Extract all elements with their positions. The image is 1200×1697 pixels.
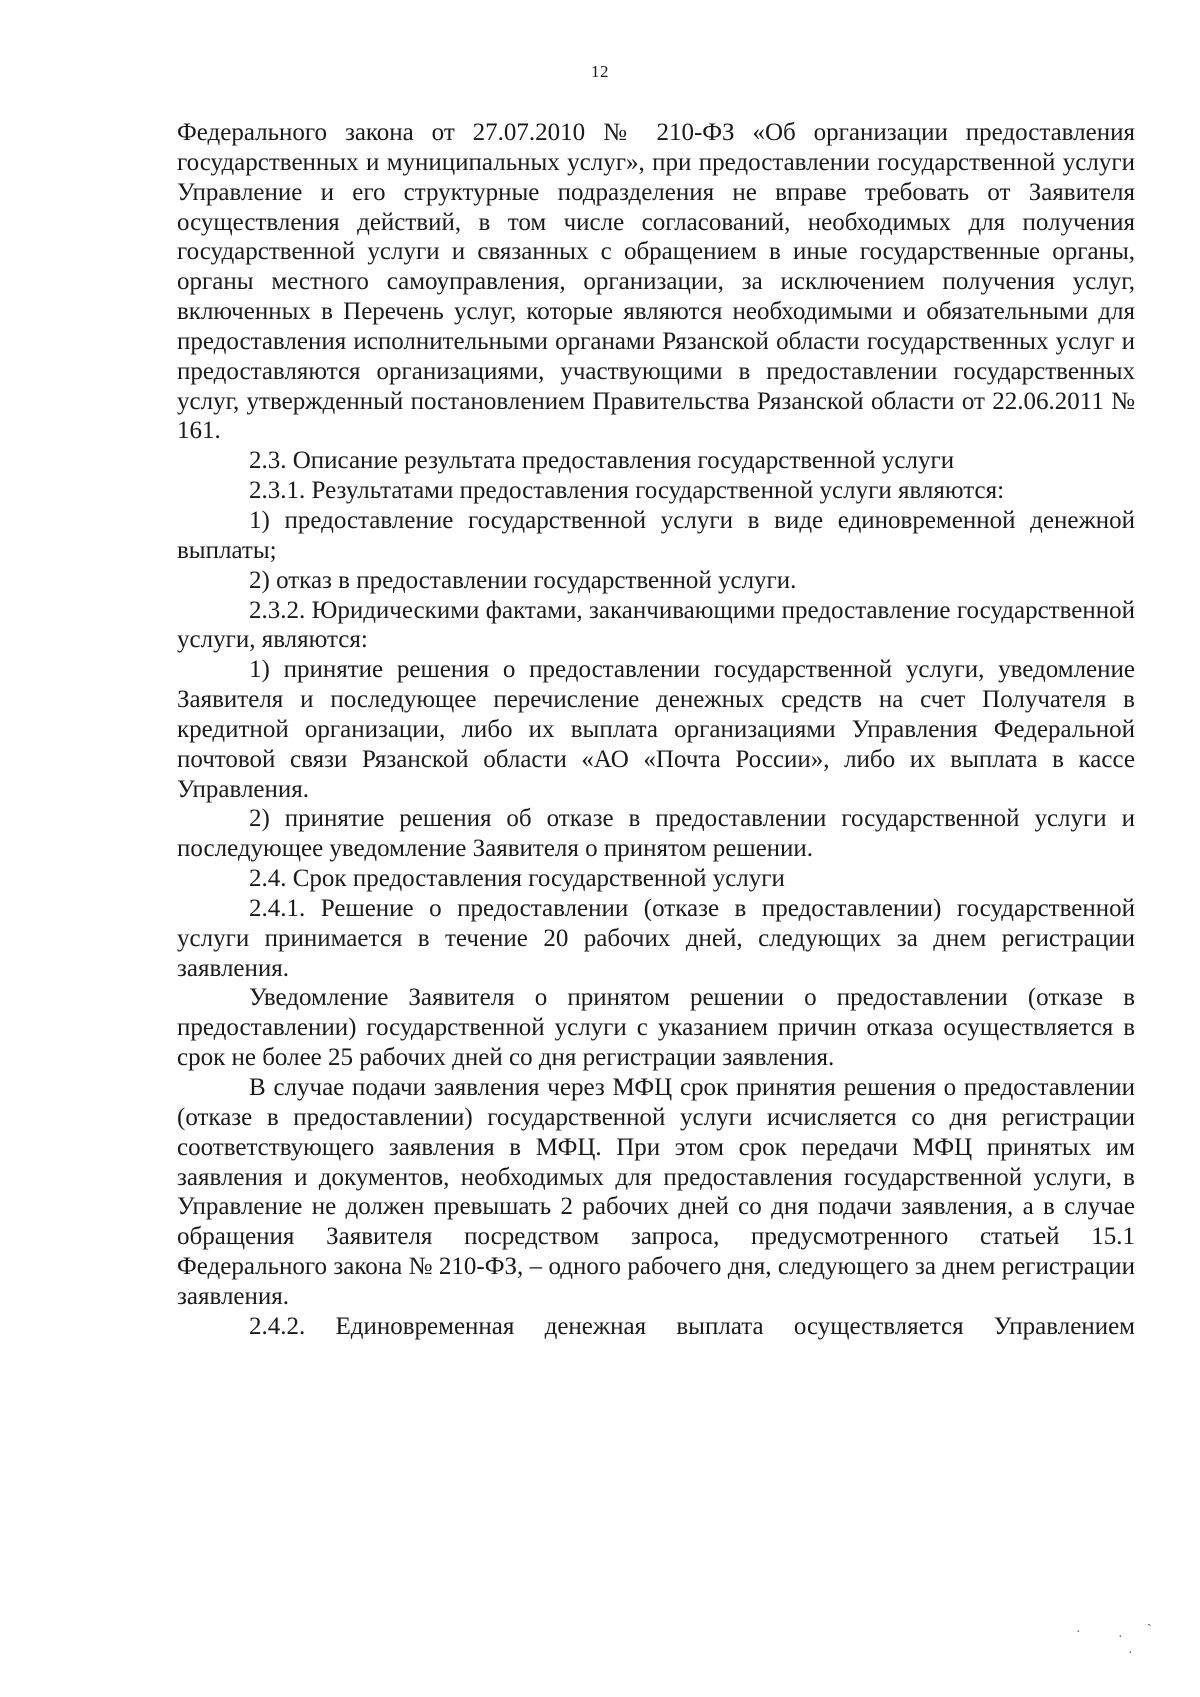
clause-2-4-2-payment: 2.4.2. Единовременная денежная выплата осуществляется Управлением: [249, 1312, 1135, 1340]
paragraph-notification-term: Уведомление Заявителя о принятом решении о предоставлении (отказе в предоставлении) государственной услуги с указанием причин отказа осуществляется в срок не более 25 рабочих дней со дня регистрации заявления.: [177, 984, 1135, 1072]
heading-2-4-service-term: 2.4. Срок предоставления государственной услуги: [249, 865, 785, 893]
scan-speck: ·: [1118, 1630, 1123, 1645]
scan-speck: ˏ: [1147, 1612, 1152, 1627]
clause-2-3-2-legal-facts: 2.3.2. Юридическими фактами, заканчивающими предоставление государственной услуги, являются:: [177, 596, 1135, 654]
list-item-result-1: 1) предоставление государственной услуги в виде единовременной денежной выплаты;: [177, 506, 1135, 564]
clause-2-4-1-decision-term: 2.4.1. Решение о предоставлении (отказе в предоставлении) государственной услуги принимается в течение 20 рабочих дней, следующих за днем регистрации заявления.: [177, 894, 1135, 982]
scan-speck: ·: [1076, 1625, 1081, 1640]
paragraph-federal-law-continuation: Федерального закона от 27.07.2010 № 210-ФЗ «Об организации предоставления государственных и муниципальных услуг», при предоставлении государственной услуги Управление и его структурные подразделения не вправе требовать от Заявителя осуществления действий, в том числе согласований, необходимых для получения государственной услуги и связанных с обращением в иные государственные органы, органы местного самоуправления, организации, за исключением получения услуг, включенных в Перечень услуг, которые являются необходимыми и обязательными для предоставления исполнительными органами Рязанской области государственных услуг и предоставляются организациями, участвующими в предоставлении государственных услуг, утвержденный постановлением Правительства Рязанской области от 22.06.2011 № 161.: [177, 119, 1135, 445]
body-text: [177, 118, 1135, 1342]
clause-2-3-1-results: 2.3.1. Результатами предоставления государственной услуги являются:: [249, 477, 1005, 505]
page-number: 12: [591, 62, 609, 81]
heading-2-3-result-description: 2.3. Описание результата предоставления государственной услуги: [249, 447, 955, 475]
scan-speck: ·: [1128, 1646, 1133, 1661]
list-item-legal-fact-1: 1) принятие решения о предоставлении государственной услуги, уведомление Заявителя и последующее перечисление денежных средств на счет Получателя в кредитной организации, либо их выплата организациями Управления Федеральной почтовой связи Рязанской области «АО «Почта России», либо их выплата в кассе Управления.: [177, 656, 1135, 803]
list-item-legal-fact-2: 2) принятие решения об отказе в предоставлении государственной услуги и последующее уведомление Заявителя о принятом решении.: [177, 805, 1135, 863]
list-item-result-2: 2) отказ в предоставлении государственной услуги.: [249, 566, 797, 594]
paragraph-mfc-submission: В случае подачи заявления через МФЦ срок принятия решения о предоставлении (отказе в предоставлении) государственной услуги исчисляется со дня регистрации соответствующего заявления в МФЦ. При этом срок передачи МФЦ принятых им заявления и документов, необходимых для предоставления государственной услуги, в Управление не должен превышать 2 рабочих дней со дня подачи заявления, а в случае обращения Заявителя посредством запроса, предусмотренного статьей 15.1 Федерального закона № 210-ФЗ, – одного рабочего дня, следующего за днем регистрации заявления.: [177, 1074, 1135, 1310]
